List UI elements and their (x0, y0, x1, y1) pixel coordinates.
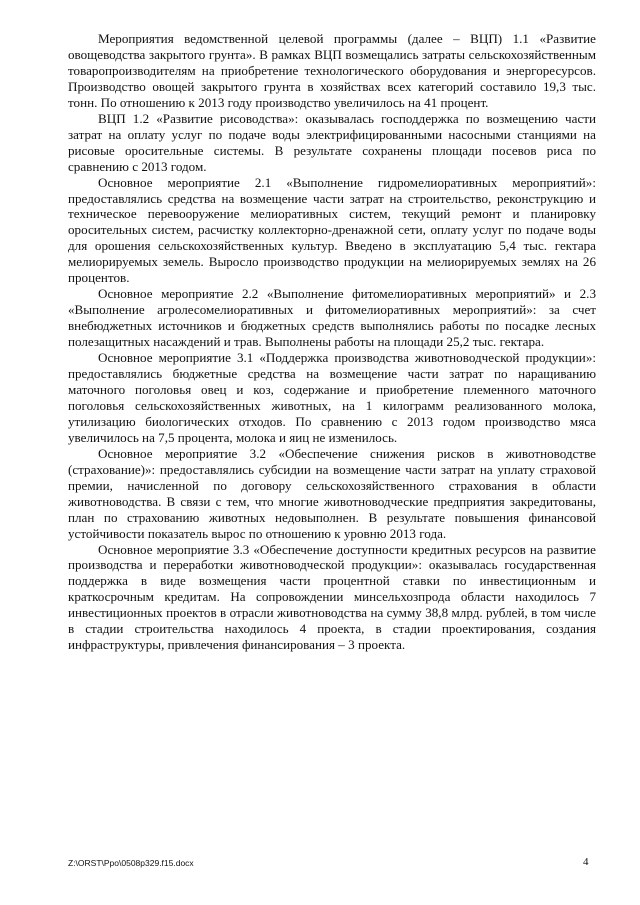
document-body (68, 31, 596, 653)
paragraph-measure-2-1: Основное мероприятие 2.1 «Выполнение гидромелиоративных мероприятий»: предоставлялись средства на возмещение части затрат на строительство, реконструкцию и техническое перевооружение мелиоративных систем, текущий ремонт и планировку оросительных систем, расчистку коллекторно-дренажной сети, оплату услуг по подаче воды для орошения сельскохозяйственных культур. Введено в эксплуатацию 5,4 тыс. гектара мелиорируемых земель. Выросло производство продукции на мелиорируемых землях на 26 процентов. (68, 174, 596, 286)
paragraph-measure-3-1: Основное мероприятие 3.1 «Поддержка производства животноводческой продукции»: предоставлялись бюджетные средства на возмещение части затрат по наращиванию маточного поголовья овец и коз, содержание и приобретение племенного маточного поголовья сельскохозяйственных животных, на 1 килограмм реализованного молока, утилизацию биологических отходов. По сравнению с 2013 годом производство мяса увеличилось на 7,5 процента, молока и яиц не изменилось. (68, 350, 596, 445)
page-number: 4 (583, 856, 589, 868)
paragraph-measure-3-2: Основное мероприятие 3.2 «Обеспечение снижения рисков в животноводстве (страхование)»: предоставлялись субсидии на возмещение части затрат на уплату страховой премии, начисленной по договору сельскохозяйственного страхования в области животноводства. В связи с тем, что многие животноводческие предприятия закредитованы, план по страхованию животных недовыполнен. В результате повышения финансовой устойчивости показатель вырос по отношению к уровню 2013 года. (68, 445, 596, 541)
paragraph-vcp-1-1: Мероприятия ведомственной целевой программы (далее – ВЦП) 1.1 «Развитие овощеводства закрытого грунта». В рамках ВЦП возмещались затраты сельскохозяйственным товаропроизводителям на приобретение технологического оборудования и энергоресурсов. Производство овощей закрытого грунта в хозяйствах всех категорий составило 19,3 тыс. тонн. По отношению к 2013 году производство увеличилось на 41 процент. (68, 31, 596, 110)
paragraph-measure-2-2-2-3: Основное мероприятие 2.2 «Выполнение фитомелиоративных мероприятий» и 2.3 «Выполнение агролесомелиоративных и фитомелиоративных мероприятий»: за счет внебюджетных источников и бюджетных средств выполнялись работы по посадке лесных полезащитных насаждений и трав. Выполнены работы на площади 25,2 тыс. гектара. (68, 286, 596, 350)
paragraph-measure-3-3: Основное мероприятие 3.3 «Обеспечение доступности кредитных ресурсов на развитие производства и переработки животноводческой продукции»: оказывалась государственная поддержка в виде возмещения части процентной ставки по инвестиционным и краткосрочным кредитам. На сопровождении минсельхозпрода области находилось 7 инвестиционных проектов в отрасли животноводства на сумму 38,8 млрд. рублей, в том числе в стадии строительства находилось 4 проекта, в стадии проектирования, создания инфраструктуры, привлечения финансирования – 3 проекта. (68, 541, 596, 653)
footer-file-path: Z:\ORST\Ppo\0508p329.f15.docx (68, 858, 194, 868)
paragraph-vcp-1-2: ВЦП 1.2 «Развитие рисоводства»: оказывалась господдержка по возмещению части затрат на оплату услуг по подаче воды электрифицированными насосными станциями на рисовые оросительные системы. В результате сохранены площади посевов риса по сравнению с 2013 годом. (68, 110, 596, 174)
